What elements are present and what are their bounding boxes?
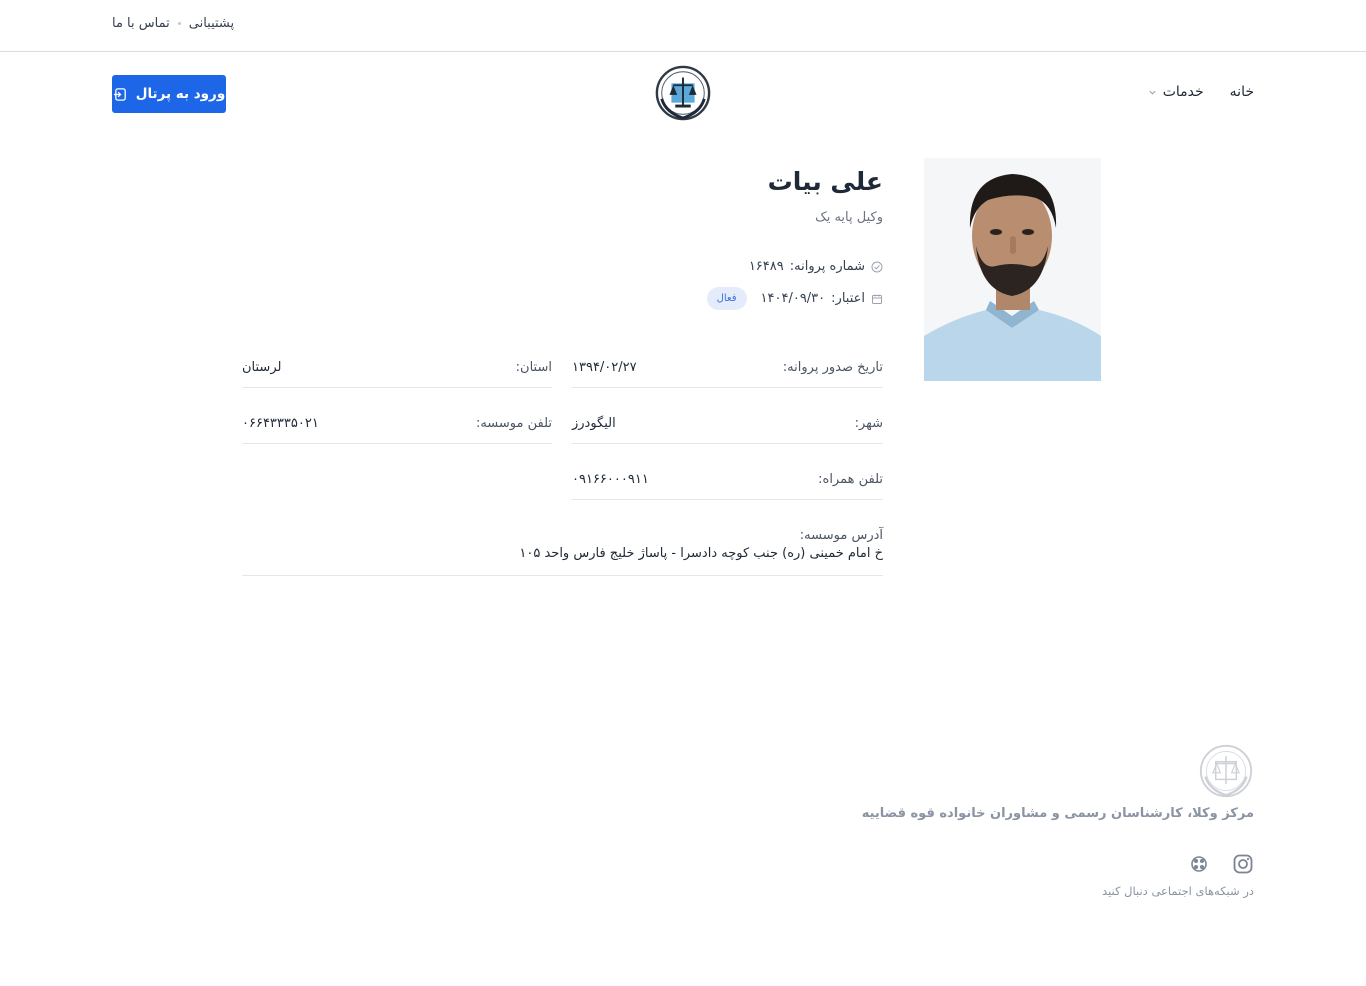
separator-dot (178, 22, 181, 25)
support-link[interactable]: پشتیبانی (188, 16, 235, 31)
calendar-icon (871, 293, 883, 305)
social-note: در شبکه‌های اجتماعی دنبال کنید (1102, 884, 1254, 898)
contact-link[interactable]: تماس با ما (112, 16, 170, 31)
top-utility-bar (0, 0, 1366, 52)
nav-services-label: خدمات (1162, 84, 1204, 100)
province-label: استان: (515, 360, 552, 375)
office-phone-field (242, 404, 552, 444)
footer-emblem-logo (1198, 743, 1254, 799)
utility-links (112, 16, 234, 31)
license-label: شماره پروانه: (789, 259, 865, 274)
nav-services[interactable] (1148, 84, 1204, 100)
portal-login-label: ورود به پرتال (135, 86, 226, 102)
mobile-label: تلفن همراه: (818, 472, 883, 487)
lawyer-grade: وکیل پایه یک (815, 210, 883, 225)
province-value: لرستان (242, 360, 282, 375)
instagram-icon[interactable] (1232, 853, 1254, 875)
address-value: خ امام خمینی (ره) جنب کوچه دادسرا - پاساژ خلیج فارس واحد ۱۰۵ (519, 546, 883, 561)
portal-login-button[interactable] (112, 75, 226, 113)
issue-date-field (572, 348, 883, 388)
issue-date-label: تاریخ صدور پروانه: (782, 360, 883, 375)
license-number: ۱۶۴۸۹ (748, 259, 784, 274)
province-field (242, 348, 552, 388)
nav-home[interactable]: خانه (1229, 84, 1254, 100)
city-field (572, 404, 883, 444)
lawyer-photo (924, 158, 1101, 381)
office-phone-value: ۰۶۶۴۳۳۳۵۰۲۱ (242, 416, 319, 431)
issue-date-value: ۱۳۹۴/۰۲/۲۷ (572, 360, 637, 375)
validity-row (707, 287, 883, 310)
license-row (749, 259, 883, 274)
mobile-field (572, 460, 883, 500)
city-label: شهر: (854, 416, 883, 431)
validity-date: ۱۴۰۴/۰۹/۳۰ (760, 291, 826, 306)
login-icon (113, 87, 128, 102)
portrait-image (924, 158, 1101, 381)
social-links (1188, 853, 1254, 875)
footer-title: مرکز وکلا، کارشناسان رسمی و مشاوران خانواده قوه قضاییه (861, 806, 1254, 821)
mobile-value: ۰۹۱۶۶۰۰۰۹۱۱ (572, 472, 649, 487)
office-phone-label: تلفن موسسه: (475, 416, 552, 431)
aparat-icon[interactable] (1188, 853, 1210, 875)
address-field (242, 528, 883, 576)
validity-label: اعتبار: (831, 291, 865, 306)
judiciary-emblem-logo[interactable] (654, 64, 712, 122)
address-label: آدرس موسسه: (799, 528, 883, 543)
check-circle-icon (871, 261, 883, 273)
city-value: الیگودرز (572, 416, 616, 431)
main-nav (1148, 84, 1254, 100)
status-badge: فعال (707, 287, 747, 310)
lawyer-name: علی بیات (767, 167, 883, 196)
chevron-down-icon (1148, 88, 1157, 97)
